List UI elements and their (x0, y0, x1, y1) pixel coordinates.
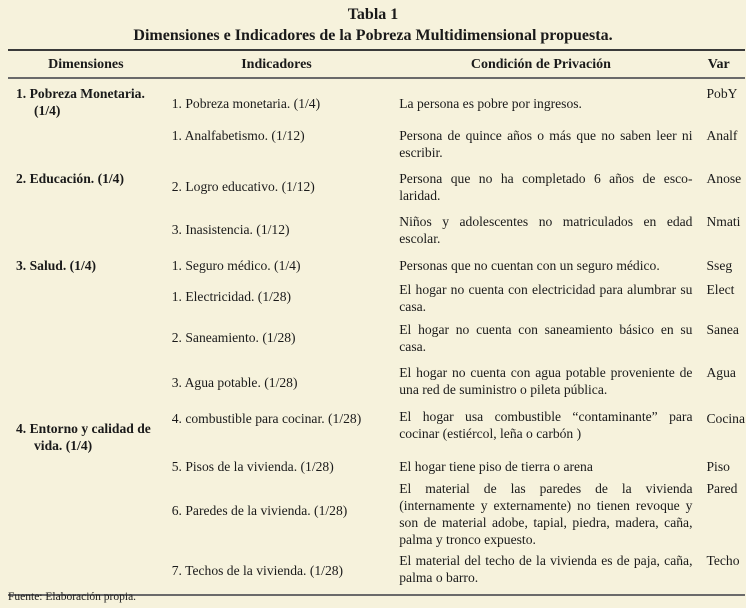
table-row (8, 123, 745, 168)
indicator-cell: 1. Seguro médico. (1/4) (171, 258, 301, 273)
condition-cell: El material de las paredes de la vivienda (internamente y externamente) no tienen revoque y son de material adobe, tapial, piedra, madera, caña, palma y tronco expuesto. (399, 481, 693, 547)
condition-cell: El hogar no cuenta con saneamiento básico en su casa. (399, 322, 693, 354)
indicator-cell: 6. Paredes de la vivienda. (1/28) (171, 503, 348, 518)
condition-cell: El hogar no cuenta con electricidad para alumbrar su casa. (399, 282, 693, 314)
poverty-indicators-table (8, 49, 745, 596)
var-cell: Analf (706, 128, 738, 143)
indicator-cell: 2. Logro educativo. (1/12) (171, 179, 315, 194)
table-row (8, 454, 745, 478)
table-subtitle: Dimensiones e Indicadores de la Pobreza Multidimensional propuesta. (133, 27, 613, 44)
table-header-row (8, 50, 745, 78)
table-row (8, 78, 745, 123)
table-row (8, 168, 745, 211)
condition-cell: Personas que no cuentan con un seguro médico. (399, 258, 660, 273)
table-row (8, 406, 745, 454)
condition-cell: El material del techo de la vivienda es de paja, caña, palma o barro. (399, 553, 693, 585)
dimension-cell: 3. Salud. (1/4) (16, 258, 97, 273)
indicator-cell: 7. Techos de la vivienda. (1/28) (171, 563, 344, 578)
indicator-cell: 3. Inasistencia. (1/12) (171, 222, 290, 237)
table-row (8, 550, 745, 595)
condition-cell: El hogar tiene piso de tierra o arena (399, 459, 593, 474)
condition-cell: La persona es pobre por ingresos. (399, 96, 582, 111)
table-row (8, 362, 745, 406)
condition-cell: Persona que no ha completado 6 años de esco-laridad. (399, 171, 693, 203)
condition-cell: Persona de quince años o más que no saben leer ni escribir. (399, 128, 693, 160)
table-row (8, 319, 745, 362)
var-cell: Techo (706, 553, 740, 568)
condition-cell: Niños y adolescentes no matriculados en edad escolar. (399, 214, 693, 246)
column-header-var: Var (692, 50, 745, 78)
table-title: Tabla 1 (347, 6, 399, 23)
var-cell: Cocina (706, 411, 745, 426)
table-row (8, 253, 745, 279)
table-row (8, 478, 745, 550)
indicator-cell: 1. Electricidad. (1/28) (171, 289, 292, 304)
var-cell: Pared (706, 481, 738, 496)
var-cell: Piso (706, 459, 730, 474)
var-cell: Sseg (706, 258, 733, 273)
table-row (8, 211, 745, 253)
dimension-cell: 4. Entorno y calidad de vida. (1/4) (16, 421, 151, 453)
column-header-condition: Condición de Privación (389, 50, 692, 78)
var-cell: Elect (706, 282, 735, 297)
var-cell: Agua (706, 365, 736, 380)
source-note: Fuente: Elaboración propia. (8, 591, 137, 603)
var-cell: Nmati (706, 214, 741, 229)
var-cell: Sanea (706, 322, 739, 337)
indicator-cell: 5. Pisos de la vivienda. (1/28) (171, 459, 334, 474)
indicator-cell: 1. Pobreza monetaria. (1/4) (171, 96, 321, 111)
indicator-cell: 1. Analfabetismo. (1/12) (171, 128, 305, 143)
indicator-cell: 3. Agua potable. (1/28) (171, 375, 298, 390)
table-row (8, 279, 745, 319)
indicator-cell: 2. Saneamiento. (1/28) (171, 330, 296, 345)
condition-cell: El hogar usa combustible “contaminante” para cocinar (estiércol, leña o carbón ) (399, 409, 693, 441)
var-cell: Anose (706, 171, 742, 186)
var-cell: PobY (706, 86, 738, 101)
indicator-cell: 4. combustible para cocinar. (1/28) (171, 411, 362, 426)
column-header-dimensions: Dimensiones (8, 50, 164, 78)
dimension-cell: 1. Pobreza Monetaria. (1/4) (16, 86, 145, 118)
dimension-cell: 2. Educación. (1/4) (16, 171, 124, 186)
condition-cell: El hogar no cuenta con agua potable proveniente de una red de suministro o pileta pública. (399, 365, 693, 397)
column-header-indicators: Indicadores (164, 50, 390, 78)
